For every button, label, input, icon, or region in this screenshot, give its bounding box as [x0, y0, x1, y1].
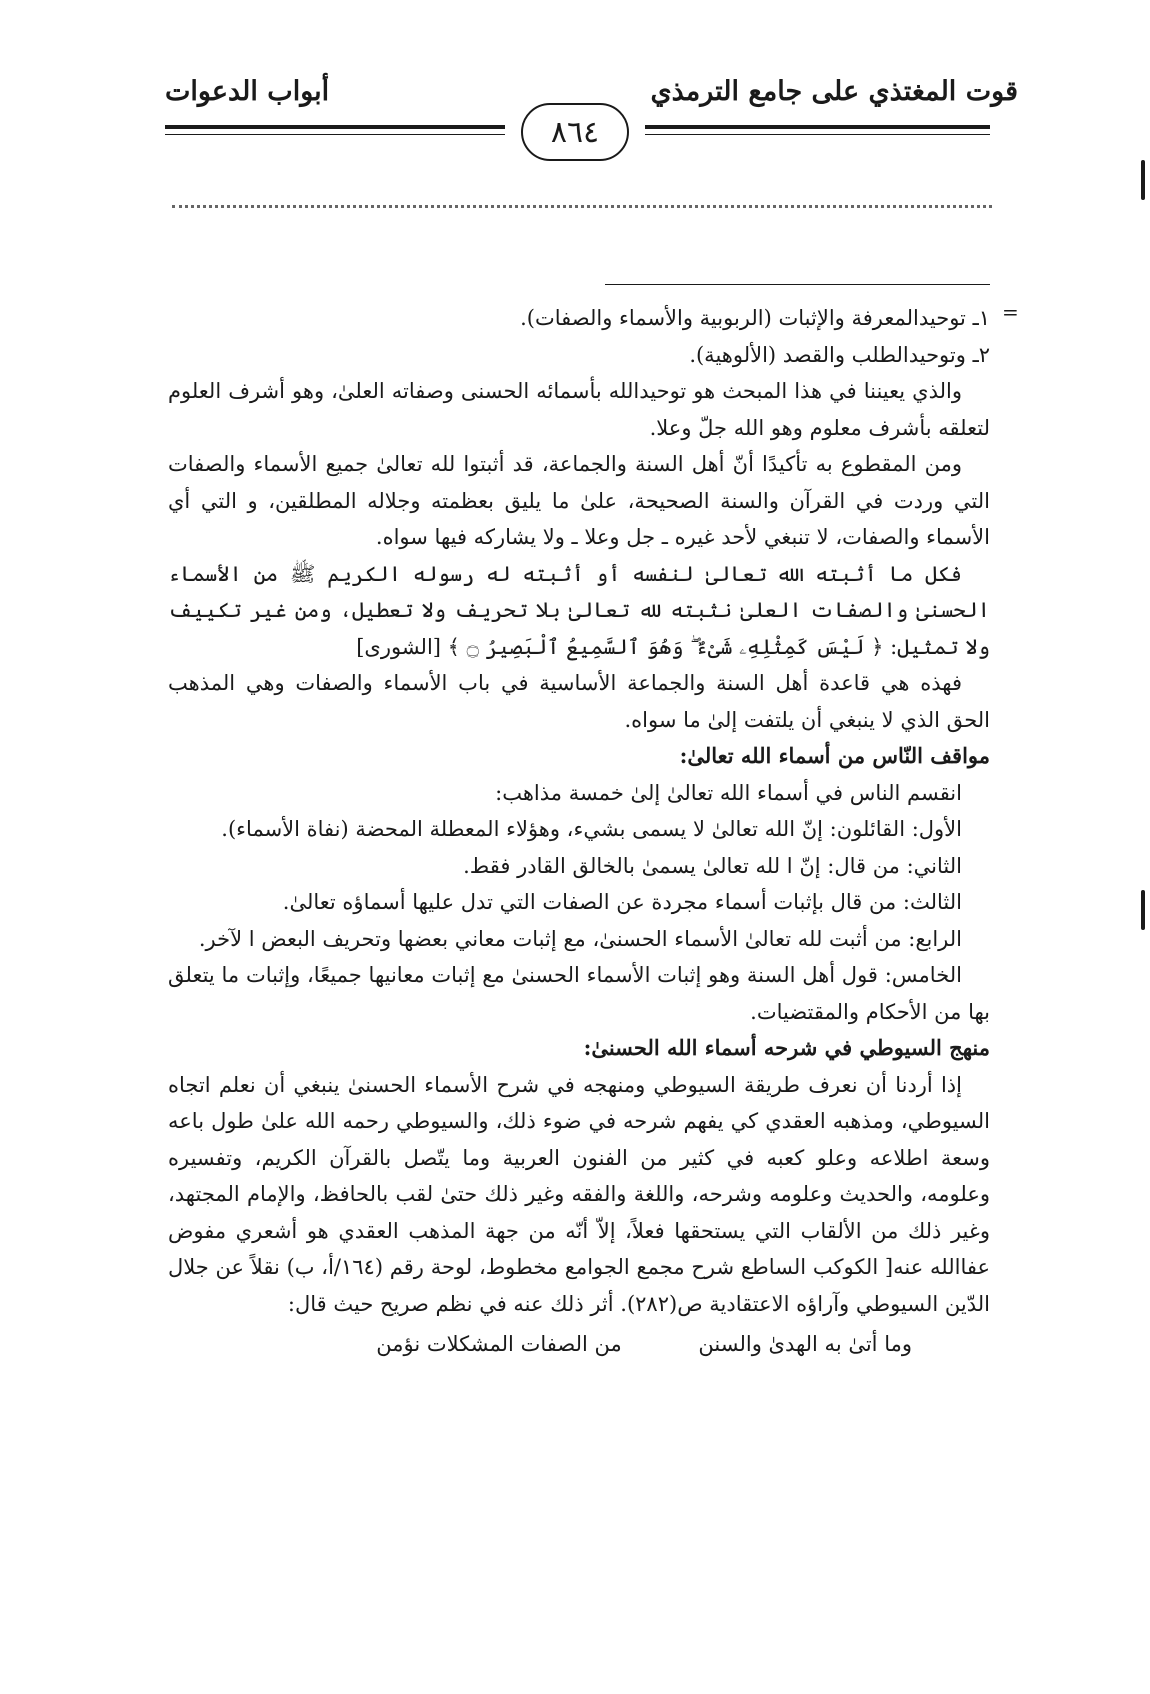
section-rule — [605, 284, 990, 285]
paragraph: الرابع: من أثبت لله تعالىٰ الأسماء الحسنىٰ، مع إثبات معاني بعضها وتحريف البعض ا لآخر. — [198, 926, 962, 951]
paragraph: الثالث: من قال بإثبات أسماء مجردة عن الصفات التي تدل عليها أسماؤه تعالىٰ. — [282, 890, 962, 914]
header-rule-left-thick — [165, 125, 505, 129]
book-title: قوت المغتذي على جامع الترمذي — [650, 76, 1018, 107]
paragraph: ١ـ توحيدالمعرفة والإثبات (الربوبية والأسماء والصفات). — [520, 306, 990, 330]
paragraph: إذا أردنا أن نعرف طريقة السيوطي ومنهجه في شرح الأسماء الحسنىٰ ينبغي أن نعلم اتجاه السيوطي، ومذهبه العقدي كي يفهم شرحه في ضوء ذلك، والسيوطي رحمه الله علىٰ طول باعه وسعة اطلاعه وعلو كعبه في كثير من الفنون العربية وما يتّصل بالقرآن الكريم، وتفسيره وعلومه، والحديث وعلومه وشرحه، واللغة والفقه وغير ذلك حتىٰ لقب بالحافظ، والإمام المجتهد، وغير ذلك من الألقاب التي يستحقها فعلاً، إلاّ أنّه من جهة المذهب العقدي هو أشعري مفوض عفاالله عنه[ الكوكب الساطع شرح مجمع الجوامع مخطوط، لوحة رقم (١٦٤/أ، ب) نقلاً عن جلال الدّين السيوطي وآراؤه الاعتقادية ص(٢٨٢). أثر ذلك عنه في نظم صريح حيث قال: — [168, 1072, 990, 1316]
section-heading: منهج السيوطي في شرحه أسماء الله الحسنىٰ: — [583, 1035, 990, 1060]
header-rule-left-thin — [165, 134, 505, 135]
section-heading: مواقف النّاس من أسماء الله تعالىٰ: — [679, 743, 990, 768]
paragraph: الخامس: قول أهل السنة وهو إثبات الأسماء الحسنىٰ مع إثبات معانيها جميعًا، وإثبات ما يتعلق بها من الأحكام والمقتضيات. — [168, 963, 990, 1024]
page-edge-mark — [1141, 890, 1145, 930]
paragraph: ومن المقطوع به تأكيدًا أنّ أهل السنة والجماعة، قد أثبتوا لله تعالىٰ جميع الأسماء والصفات التي وردت في القرآن والسنة الصحيحة، علىٰ ما يليق بعظمته وجلاله المطلقين، و التي أي الأسماء والصفات، لا تنبغي لأحد غيره ـ جل وعلا ـ ولا يشاركه فيها سواه. — [168, 452, 990, 549]
paragraph: والذي يعيننا في هذا المبحث هو توحيدالله بأسمائه الحسنى وصفاته العلىٰ، وهو أشرف العلوم لتعلقه بأشرف معلوم وهو الله جلّ وعلا. — [168, 379, 990, 440]
verse-first-hemistich: وما أتىٰ به الهدىٰ والسنن — [698, 1332, 912, 1356]
poem-verse — [168, 1326, 990, 1363]
paragraph: فكل ما أثبته الله تعالىٰ لنفسه أو أثبته له رسوله الكريم ﷺ من الأسماء الحسنىٰ والصفات العلىٰ نثبته لله تعالىٰ بلا تحريف ولا تعطيل، ومن غير تكييف ولا تمثيل: ﴿ لَيْسَ كَمِثْلِهِۦ شَىْءٌ ۖ وَهُوَ ٱلسَّمِيعُ ٱلْبَصِيرُ ۝ ﴾ [الشورى] — [168, 561, 990, 659]
page-edge-mark — [1141, 160, 1145, 200]
page-number: ٨٦٤ — [521, 103, 629, 161]
header-rule-right-thin — [645, 134, 990, 135]
header-rule-right-thick — [645, 125, 990, 129]
verse-second-hemistich: من الصفات المشكلات نؤمن — [376, 1332, 622, 1356]
paragraph: فهذه هي قاعدة أهل السنة والجماعة الأساسية في باب الأسماء والصفات وهي المذهب الحق الذي لا ينبغي أن يلتفت إلىٰ ما سواه. — [168, 671, 990, 732]
chapter-title: أبواب الدعوات — [165, 76, 330, 107]
paragraph: الثاني: من قال: إنّ ا لله تعالىٰ يسمىٰ بالخالق القادر فقط. — [463, 853, 962, 878]
paragraph: الأول: القائلون: إنّ الله تعالىٰ لا يسمى بشيء، وهؤلاء المعطلة المحضة (نفاة الأسماء). — [221, 817, 962, 841]
paragraph: ٢ـ وتوحيدالطلب والقصد (الألوهية). — [689, 342, 990, 367]
dotted-separator — [172, 205, 992, 208]
margin-mark: = — [1002, 300, 1019, 324]
paragraph: انقسم الناس في أسماء الله تعالىٰ إلىٰ خمسة مذاهب: — [495, 780, 962, 805]
page-content — [168, 300, 990, 1363]
